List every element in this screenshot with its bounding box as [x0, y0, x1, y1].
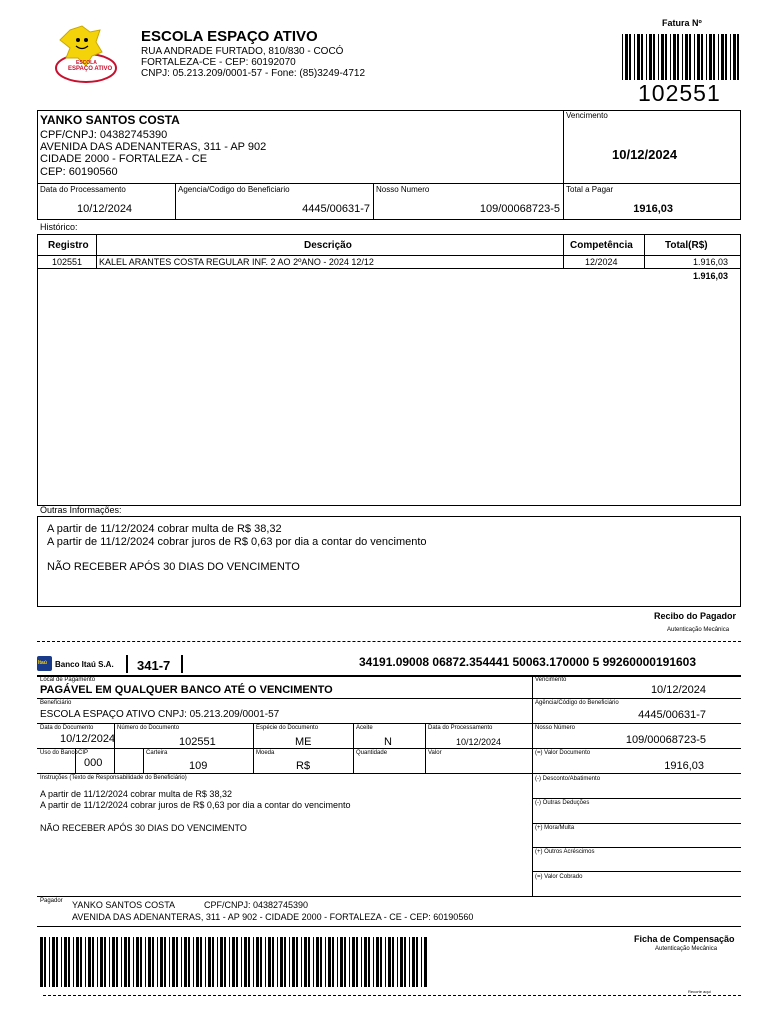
- history-label: Histórico:: [40, 222, 78, 232]
- boleto-our-number-value: 109/00068723-5: [625, 734, 706, 746]
- payer-cpf: CPF/CNPJ: 04382745390: [40, 129, 168, 141]
- beneficiary-label: Beneficiário: [40, 700, 72, 706]
- quantity-label: Quantidade: [356, 750, 388, 756]
- col-registro: Registro: [48, 240, 89, 251]
- discount-label: (-) Desconto/Abatimento: [535, 776, 601, 782]
- local-label: Local de Pagamento: [40, 677, 96, 683]
- boleto-agency-label: Agência/Código do Beneficiário: [535, 700, 619, 706]
- due-date-value: 10/12/2024: [612, 147, 678, 162]
- deductions-label: (-) Outras Deduções: [535, 800, 590, 806]
- school-logo: [52, 22, 118, 84]
- boleto-payer-name: YANKO SANTOS COSTA: [72, 900, 176, 910]
- col-total: Total(R$): [665, 240, 708, 251]
- value-label: Valor: [428, 750, 442, 756]
- instructions-label: Instruções (Texto de Responsabilidade do Beneficiário): [40, 775, 187, 781]
- wallet-label: Carteira: [146, 750, 168, 756]
- boleto-due-label: Vencimento: [535, 677, 567, 683]
- school-address-3: CNPJ: 05.213.209/0001-57 - Fone: (85)3249-4712: [141, 68, 366, 79]
- cut-here-label: Recorte aqui: [688, 989, 711, 994]
- total-label: Total a Pagar: [566, 185, 614, 194]
- boleto-agency-value: 4445/00631-7: [638, 709, 706, 721]
- other-info-line-3: NÃO RECEBER APÓS 30 DIAS DO VENCIMENTO: [47, 561, 300, 573]
- proc-date-label: Data do Processamento: [428, 725, 493, 731]
- payment-barcode: [40, 937, 430, 987]
- doc-date-label: Data do Documento: [40, 725, 94, 731]
- due-date-label: Vencimento: [566, 111, 608, 120]
- boleto-our-number-label: Nosso Número: [535, 725, 576, 731]
- accept-value: N: [384, 736, 392, 748]
- cut-line: [37, 641, 741, 642]
- other-info-line-1: A partir de 11/12/2024 cobrar multa de R$ 38,32: [47, 523, 282, 535]
- cip-label: CIP: [78, 750, 89, 756]
- accept-label: Aceite: [356, 725, 373, 731]
- bank-code: 341-7: [137, 658, 171, 673]
- currency-value: R$: [296, 760, 311, 772]
- row-registro: 102551: [52, 257, 83, 267]
- total-value: 1916,03: [633, 203, 673, 215]
- bank-name: Banco Itaú S.A.: [55, 660, 114, 669]
- logo-text-1: ESCOLA: [76, 60, 97, 66]
- invoice-number: 102551: [638, 80, 721, 106]
- school-name: ESCOLA ESPAÇO ATIVO: [141, 28, 318, 45]
- payer-city: CIDADE 2000 - FORTALEZA - CE: [40, 153, 208, 165]
- history-table: [37, 234, 741, 506]
- agency-label: Agencia/Codigo do Beneficiario: [178, 185, 290, 194]
- doc-number-value: 102551: [179, 736, 216, 748]
- other-info-label: Outras Informações:: [40, 505, 122, 515]
- boleto-payer-cpf: CPF/CNPJ: 04382745390: [204, 900, 309, 910]
- local-value: PAGÁVEL EM QUALQUER BANCO ATÉ O VENCIMENTO: [40, 684, 333, 696]
- bottom-cut-line: [43, 995, 741, 996]
- cip-value: 000: [84, 757, 103, 769]
- doc-value-label: (=) Valor Documento: [535, 750, 591, 756]
- school-address-2: FORTALEZA-CE - CEP: 60192070: [141, 57, 296, 68]
- school-address-1: RUA ANDRADE FURTADO, 810/830 - COCÓ: [141, 46, 344, 57]
- doc-date-value: 10/12/2024: [60, 733, 116, 745]
- compensation-label: Ficha de Compensação: [634, 934, 735, 944]
- payer-name: YANKO SANTOS COSTA: [40, 113, 180, 127]
- boleto-payer-address: AVENIDA DAS ADENANTERAS, 311 - AP 902 - CIDADE 2000 - FORTALEZA - CE - CEP: 60190560: [72, 912, 474, 922]
- col-descricao: Descrição: [304, 240, 352, 251]
- beneficiary-value: ESCOLA ESPAÇO ATIVO CNPJ: 05.213.209/0001-57: [40, 709, 280, 720]
- logo-text-2: ESPAÇO ATIVO: [68, 66, 113, 72]
- invoice-label: Fatura Nº: [662, 18, 702, 28]
- doc-kind-value: ME: [295, 736, 312, 748]
- processing-date-value: 10/12/2024: [77, 203, 133, 215]
- proc-date-value: 10/12/2024: [456, 737, 502, 747]
- charged-label: (=) Valor Cobrado: [535, 874, 583, 880]
- receipt-label: Recibo do Pagador: [654, 611, 737, 621]
- instruction-3: NÃO RECEBER APÓS 30 DIAS DO VENCIMENTO: [40, 823, 247, 833]
- doc-number-label: Número do Documento: [117, 725, 180, 731]
- processing-date-label: Data do Processamento: [40, 185, 126, 194]
- agency-value: 4445/00631-7: [302, 203, 370, 215]
- wallet-value: 109: [189, 760, 208, 772]
- our-number-label: Nosso Numero: [376, 185, 430, 194]
- fine-label: (+) Mora/Multa: [535, 825, 575, 831]
- invoice-barcode: [622, 34, 740, 80]
- additions-label: (+) Outros Acréscimos: [535, 849, 595, 855]
- itau-logo: Itaú: [37, 656, 52, 671]
- row-descricao: KALEL ARANTES COSTA REGULAR INF. 2 AO 2ºANO - 2024 12/12: [99, 257, 374, 267]
- history-sum: 1.916,03: [692, 271, 728, 281]
- col-competencia: Competência: [570, 240, 633, 251]
- payer-cep: CEP: 60190560: [40, 166, 118, 178]
- instruction-2: A partir de 11/12/2024 cobrar juros de R$ 0,63 por dia a contar do vencimento: [40, 800, 351, 810]
- payer-address: AVENIDA DAS ADENANTERAS, 311 - AP 902: [40, 141, 267, 153]
- our-number-value: 109/00068723-5: [479, 203, 560, 215]
- other-info-line-2: A partir de 11/12/2024 cobrar juros de R$ 0,63 por dia a contar do vencimento: [47, 536, 427, 548]
- receipt-auth: Autenticação Mecânica: [667, 627, 730, 633]
- boleto-payer-label: Pagador: [40, 898, 63, 904]
- bank-use-label: Uso do Banco: [40, 750, 78, 756]
- row-total: 1.916,03: [692, 257, 728, 267]
- instruction-1: A partir de 11/12/2024 cobrar multa de R$ 38,32: [40, 789, 232, 799]
- currency-label: Moeda: [256, 750, 275, 756]
- doc-value-value: 1916,03: [664, 760, 704, 772]
- row-competencia: 12/2024: [585, 257, 618, 267]
- digitable-line: 34191.09008 06872.354441 50063.170000 5 99260000191603: [359, 655, 697, 669]
- doc-kind-label: Espécie do Documento: [256, 725, 319, 731]
- boleto-due-value: 10/12/2024: [650, 684, 706, 696]
- compensation-auth: Autenticação Mecânica: [655, 946, 718, 952]
